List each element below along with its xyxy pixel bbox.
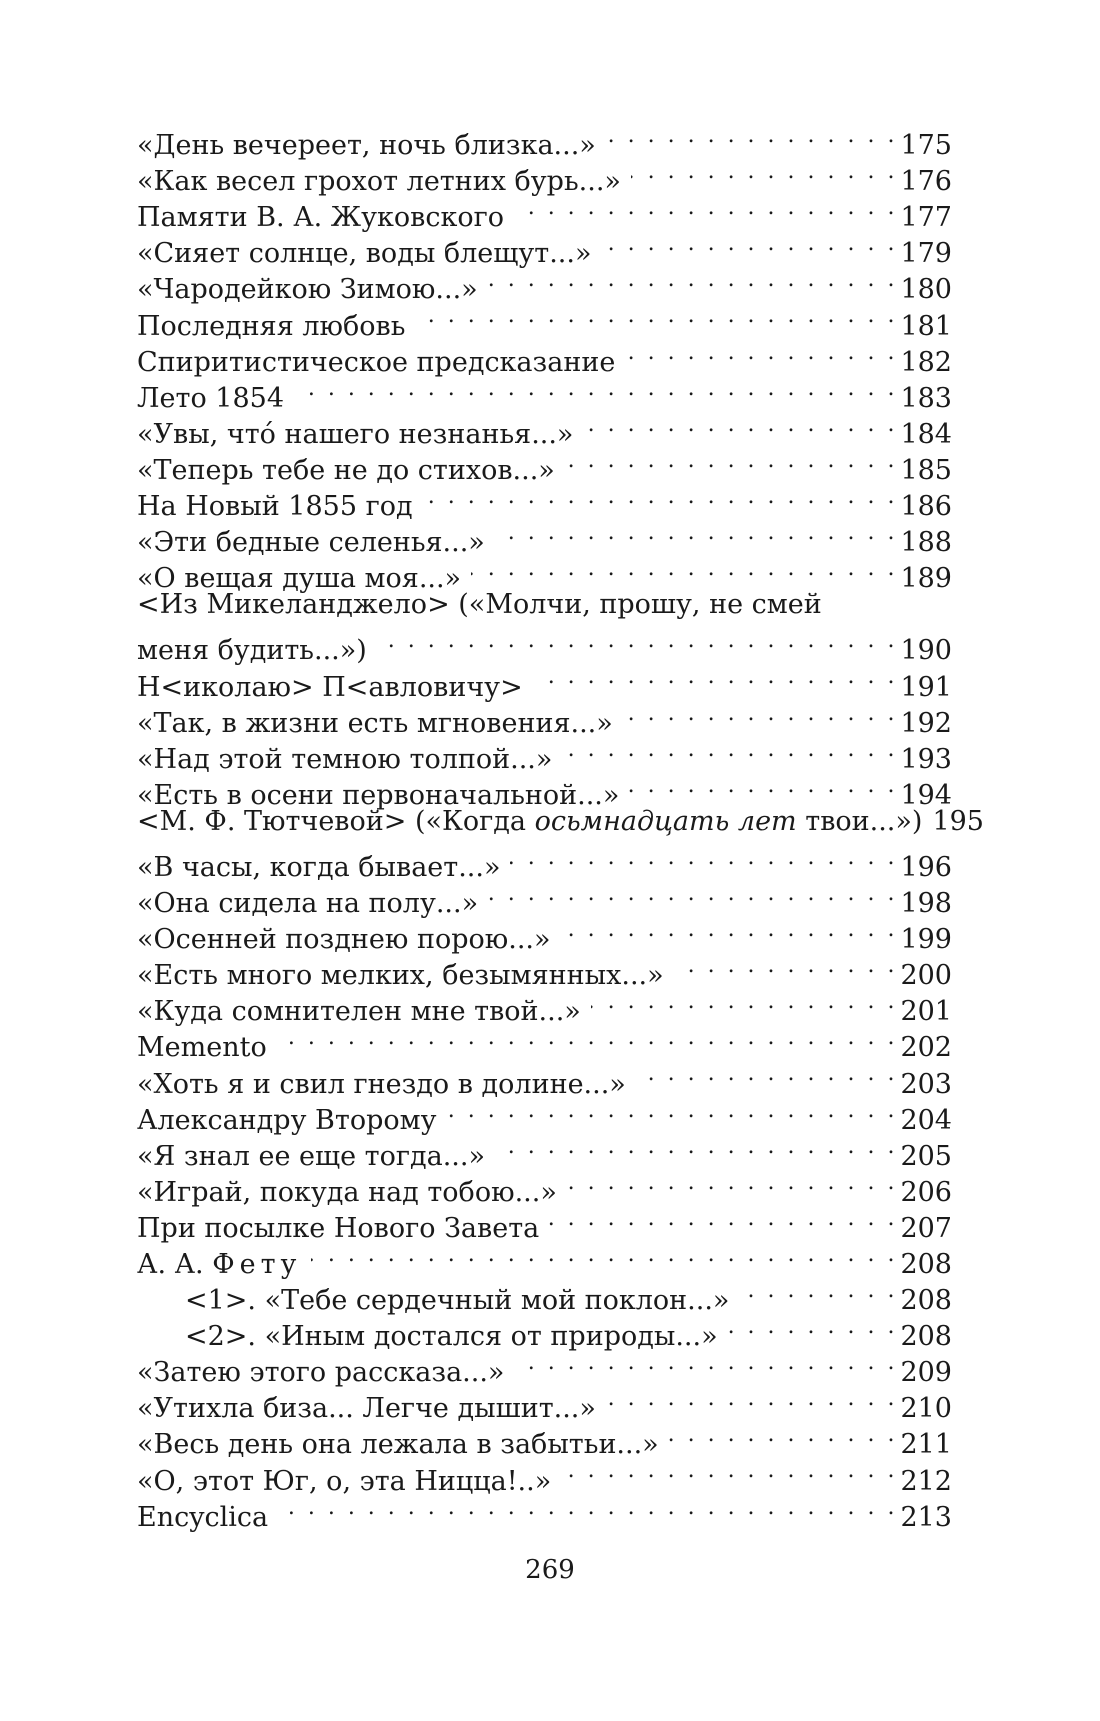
toc-entry-title: <1>. «Тебе сердечный мой поклон...»: [185, 1285, 730, 1317]
toc-entry-title: «О, этот Юг, о, эта Ницца!..»: [137, 1465, 552, 1497]
toc-entry-page: 208: [900, 1285, 952, 1317]
toc-entry-title: «Я знал ее еще тогда...»: [137, 1140, 485, 1172]
leader-dots: [606, 1381, 895, 1417]
toc-entry-title: Memento: [137, 1032, 267, 1064]
toc-entry-title: «Теперь тебе не до стихов...»: [137, 454, 555, 486]
leader-dots: [606, 118, 895, 154]
toc-entry-title: «Осенней позднею порою...»: [137, 924, 551, 956]
leader-dots: [561, 1453, 894, 1489]
toc-entry-title: Последняя любовь: [137, 310, 406, 342]
leader-dots: [583, 407, 894, 443]
toc-entry-page: 181: [900, 310, 952, 342]
toc-entry-title: «Хоть я и свил гнездо в долине...»: [137, 1068, 626, 1100]
leader-dots: [561, 912, 895, 948]
leader-dots: [311, 1237, 894, 1273]
leader-dots: [514, 190, 894, 226]
leader-dots: [631, 154, 895, 190]
toc-entry-page: 192: [900, 707, 952, 739]
leader-dots: [294, 371, 894, 407]
title-part: А. А.: [137, 1249, 213, 1280]
leader-dots: [495, 1129, 894, 1165]
toc-entry-title: «В часы, когда бывает...»: [137, 851, 501, 883]
toc-entry-page: 176: [900, 166, 952, 198]
toc-entry-page: 208: [900, 1249, 952, 1280]
toc-entry-title: «Затею этого рассказа...»: [137, 1357, 505, 1389]
toc-entry-page: 179: [900, 238, 952, 270]
leader-dots: [562, 732, 894, 768]
toc-entry-page: 202: [900, 1032, 952, 1064]
toc-entry-page: 182: [900, 346, 952, 378]
toc-entry-page: 198: [900, 888, 952, 920]
toc-entry-page: 200: [900, 960, 952, 992]
toc-entry-page: 180: [900, 274, 952, 306]
toc-entry-page: 213: [900, 1501, 952, 1533]
leader-dots: [277, 1020, 895, 1056]
leader-dots: [728, 1309, 895, 1345]
toc-entry-title: «Сияет солнце, воды блещут...»: [137, 238, 592, 270]
toc-entry-page: 195: [932, 805, 984, 837]
title-italic-part: осьмнадцать лет: [534, 805, 797, 837]
toc-entry-title: Лето 1854: [137, 382, 284, 414]
toc-entry-title: Памяти В. А. Жуковского: [137, 202, 505, 234]
toc-entry-page: 183: [900, 382, 952, 414]
title-part: <М. Ф. Тютчевой> («Когда: [137, 805, 535, 837]
title-spaced-part: Фету: [212, 1249, 302, 1280]
toc-entry: [137, 804, 984, 840]
toc-entry-page: 199: [900, 924, 952, 956]
toc-entry-title: Encyclica: [137, 1501, 269, 1533]
leader-dots: [549, 1201, 894, 1237]
toc-entry-page: 203: [900, 1068, 952, 1100]
toc-entry: [137, 118, 952, 162]
leader-dots: [625, 335, 894, 371]
toc-entry-page: 191: [900, 671, 952, 703]
toc-entry-title: Александру Второму: [137, 1104, 437, 1136]
toc-entry-title: «Увы, что́ нашего незнанья...»: [137, 418, 574, 450]
title-part: твои...»): [796, 805, 923, 837]
toc-entry-title: «Так, в жизни есть мгновения...»: [137, 707, 613, 739]
toc-entry: [137, 840, 952, 883]
toc-entry-page: 211: [900, 1429, 952, 1461]
leader-dots: [739, 1273, 894, 1309]
toc-entry-title: Спиритистическое предсказание: [137, 346, 616, 378]
leader-dots: [488, 262, 895, 298]
toc-entry-title: «Чародейкою Зимою...»: [137, 274, 478, 306]
leader-dots: [278, 1490, 894, 1526]
leader-dots: [669, 1417, 895, 1453]
toc-entry-page: 212: [900, 1465, 952, 1497]
toc-entry-title: «Утихла биза... Легче дышит...»: [137, 1393, 596, 1425]
toc-entry-page: 189: [900, 563, 952, 595]
toc-entry-page: 175: [900, 130, 952, 162]
toc-entry-title: «Она сидела на полу...»: [137, 888, 479, 920]
leader-dots: [514, 1345, 894, 1381]
leader-dots: [471, 551, 894, 587]
toc-entry-line1: [137, 587, 952, 623]
toc-entry-page: 196: [900, 851, 952, 883]
leader-dots: [447, 1093, 895, 1129]
toc-entry-page: 201: [900, 996, 952, 1028]
leader-dots: [565, 443, 895, 479]
toc-entry-page: 208: [900, 1321, 952, 1353]
toc-entry-page: 207: [900, 1212, 952, 1244]
toc-entry-title: меня будить...»): [137, 635, 367, 667]
toc-entry-page: 194: [900, 779, 952, 811]
toc-entry-title: <Из Микеланджело> («Молчи, прошу, не смей: [137, 589, 822, 621]
leader-dots: [510, 840, 894, 876]
toc-entry-title: «Играй, покуда над тобою...»: [137, 1176, 557, 1208]
leader-dots: [495, 515, 895, 551]
toc-entry-page: 204: [900, 1104, 952, 1136]
leader-dots: [415, 298, 894, 334]
toc-entry-page: 186: [900, 491, 952, 523]
toc-entry-page: 210: [900, 1393, 952, 1425]
toc-entry-title: «Эти бедные селенья...»: [137, 527, 485, 559]
leader-dots: [674, 948, 895, 984]
toc-entry-page: 188: [900, 527, 952, 559]
leader-dots: [377, 623, 895, 659]
table-of-contents: [137, 118, 984, 1533]
toc-entry-title: «Как весел грохот летних бурь...»: [137, 166, 621, 198]
leader-dots: [533, 659, 895, 695]
page-number: 269: [525, 1555, 575, 1585]
toc-entry-title: «Есть много мелких, безымянных...»: [137, 960, 664, 992]
toc-entry-title: На Новый 1855 год: [137, 491, 413, 523]
toc-entry-title: При посылке Нового Завета: [137, 1212, 540, 1244]
toc-entry-page: 193: [900, 743, 952, 775]
toc-entry-title: Н<иколаю> П<авловичу>: [137, 671, 523, 703]
toc-entry-title: [137, 804, 922, 840]
toc-entry-title: «Весь день она лежала в забытьи...»: [137, 1429, 659, 1461]
leader-dots: [567, 1165, 895, 1201]
toc-entry-line2: [137, 623, 952, 667]
toc-entry-page: 209: [900, 1357, 952, 1389]
toc-entry-page: 177: [900, 202, 952, 234]
leader-dots: [623, 696, 895, 732]
leader-dots: [629, 768, 894, 804]
leader-dots: [488, 876, 894, 912]
leader-dots: [591, 984, 895, 1020]
leader-dots: [601, 226, 894, 262]
toc-entry-title: «О вещая душа моя...»: [137, 563, 462, 595]
toc-entry-title: «Есть в осени первоначальной...»: [137, 779, 620, 811]
toc-entry-title: «День вечереет, ночь близка...»: [137, 130, 596, 162]
toc-entry-title: «Куда сомнителен мне твой...»: [137, 996, 581, 1028]
toc-entry-page: 184: [900, 418, 952, 450]
leader-dots: [423, 479, 895, 515]
toc-entry-page: 185: [900, 454, 952, 486]
toc-entry-page: 205: [900, 1140, 952, 1172]
leader-dots: [636, 1056, 895, 1092]
toc-entry-page: 206: [900, 1176, 952, 1208]
toc-entry-title: <2>. «Иным достался от природы...»: [185, 1321, 718, 1353]
toc-entry-title: [137, 1247, 301, 1283]
toc-entry-title: «Над этой темною толпой...»: [137, 743, 553, 775]
toc-entry-page: 190: [900, 635, 952, 667]
